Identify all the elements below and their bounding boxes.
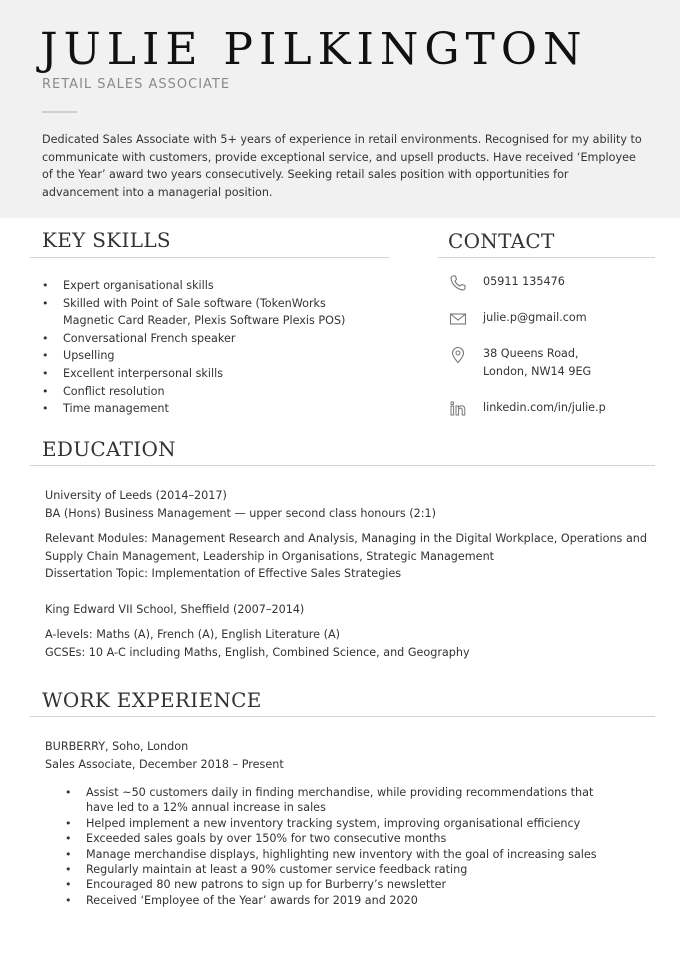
job-achievements <box>65 785 625 908</box>
university-dissertation: Dissertation Topic: Implementation of Effective Sales Strategies <box>45 567 402 581</box>
linkedin-text: linkedin.com/in/julie.p <box>483 401 606 414</box>
address-line-2: London, NW14 9EG <box>483 364 592 378</box>
skills-list <box>42 277 372 418</box>
achievement-item: • Regularly maintain at least a 90% customer service feedback rating <box>65 862 625 877</box>
header-panel <box>0 0 680 218</box>
education-modules <box>45 530 645 583</box>
skills-heading: KEY SKILLS <box>42 228 171 252</box>
linkedin-icon <box>449 400 467 418</box>
employer-name: BURBERRY, Soho, London <box>45 740 189 753</box>
school-gcses: GCSEs: 10 A-C including Maths, English, Combined Science, and Geography <box>45 645 470 659</box>
skill-item: • Upselling <box>42 347 372 365</box>
work-divider <box>30 716 655 717</box>
achievement-item: • Exceeded sales goals by over 150% for two consecutive months <box>65 831 625 846</box>
achievement-item: • Assist ~50 customers daily in finding merchandise, while providing recommendations that have led to a 12% annual increase in sales <box>65 785 616 816</box>
education-divider <box>30 465 655 466</box>
contact-list <box>449 273 659 417</box>
job-title: RETAIL SALES ASSOCIATE <box>42 77 231 92</box>
education-university <box>45 487 645 522</box>
achievement-item: • Helped implement a new inventory tracking system, improving organisational efficiency <box>65 816 625 831</box>
university-modules-line-2: Supply Chain Management, Leadership in Organisations, Strategic Management <box>45 549 495 563</box>
email-text: julie.p@gmail.com <box>483 311 587 324</box>
contact-address <box>449 345 659 399</box>
achievement-item: • Received ‘Employee of the Year’ awards for 2019 and 2020 <box>65 893 625 908</box>
achievement-item: • Manage merchandise displays, highlighting new inventory with the goal of increasing sales <box>65 847 625 862</box>
email-icon <box>449 310 467 328</box>
education-heading: EDUCATION <box>42 437 176 461</box>
job-header <box>45 738 284 773</box>
contact-linkedin <box>449 399 659 417</box>
university-name: University of Leeds (2014–2017) <box>45 489 227 502</box>
education-school-results <box>45 626 645 661</box>
skills-divider <box>30 257 389 258</box>
location-pin-icon <box>449 346 467 364</box>
contact-heading: CONTACT <box>448 229 555 253</box>
skill-item: • Time management <box>42 400 372 418</box>
skill-item: • Excellent interpersonal skills <box>42 365 372 383</box>
title-divider <box>42 111 77 113</box>
work-heading: WORK EXPERIENCE <box>42 688 262 712</box>
university-degree: BA (Hons) Business Management — upper second class honours (2:1) <box>45 506 437 520</box>
contact-phone <box>449 273 659 309</box>
school-alevels: A-levels: Maths (A), French (A), English Literature (A) <box>45 628 340 641</box>
candidate-name: JULIE PILKINGTON <box>40 24 588 75</box>
school-name: King Edward VII School, Sheffield (2007–2014) <box>45 603 305 616</box>
address-line-1: 38 Queens Road, <box>483 347 579 360</box>
contact-email <box>449 309 659 345</box>
phone-text: 05911 135476 <box>483 275 565 288</box>
achievement-item: • Encouraged 80 new patrons to sign up for Burberry’s newsletter <box>65 877 625 892</box>
profile-summary: Dedicated Sales Associate with 5+ years of experience in retail environments. Recognised for my ability to communicate with customers, provide exceptional service, and upsell products. Have received ‘Employee of the Year’ award two years consecutively. Seeking retail sales position with opportunities for advancement into a managerial position. <box>42 133 642 199</box>
skill-item: • Conversational French speaker <box>42 330 372 348</box>
phone-icon <box>449 274 467 292</box>
contact-divider <box>438 257 655 258</box>
skill-item: • Conflict resolution <box>42 383 372 401</box>
university-modules-line-1: Relevant Modules: Management Research and Analysis, Managing in the Digital Workplace, Operations and <box>45 532 647 545</box>
skill-item: • Skilled with Point of Sale software (TokenWorks Magnetic Card Reader, Plexis Software Plexis POS) <box>42 295 353 330</box>
job-position: Sales Associate, December 2018 – Present <box>45 757 284 771</box>
skill-item: • Expert organisational skills <box>42 277 372 295</box>
education-school <box>45 601 645 619</box>
